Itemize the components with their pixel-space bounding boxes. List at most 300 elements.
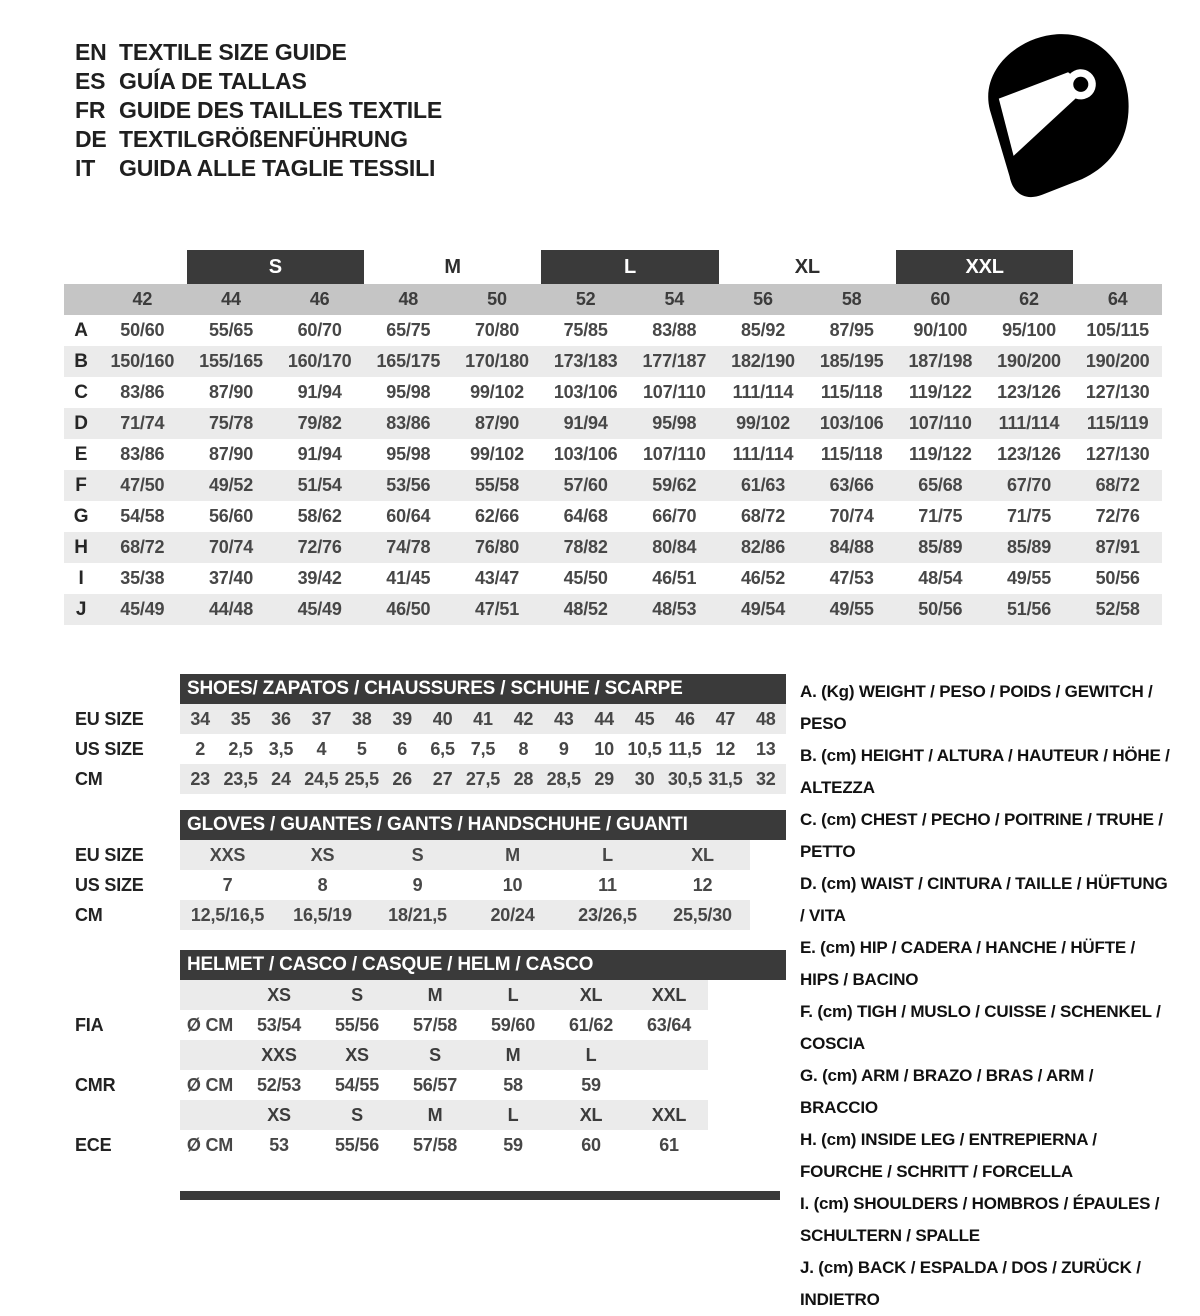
cell-value: 34 [190, 708, 210, 729]
column-size: 44 [221, 289, 241, 309]
cell-value: 44 [594, 708, 614, 729]
size-value: 123/126 [997, 444, 1061, 464]
unit-label: Ø CM [186, 1014, 234, 1035]
size-value: 111/114 [732, 444, 794, 464]
helmet-size-label: M [505, 1044, 521, 1065]
cell-value: 23/26,5 [578, 904, 637, 925]
size-value: 44/48 [208, 599, 254, 619]
cell-value: 55/56 [334, 1134, 380, 1155]
size-value: 51/56 [1006, 599, 1052, 619]
cell-value: XXS [209, 844, 246, 865]
size-value: 49/55 [1006, 568, 1052, 588]
shoes-table-title: SHOES/ ZAPATOS / CHAUSSURES / SCHUHE / SCARPE [180, 674, 786, 704]
measurement-legend [800, 676, 1170, 1316]
size-value: 127/130 [1085, 444, 1150, 464]
size-value: 99/102 [470, 382, 524, 402]
size-value: 119/122 [908, 444, 972, 464]
cell-value: 7,5 [470, 738, 496, 759]
cell-value: 24,5 [304, 768, 339, 789]
helmet-values-row [64, 1010, 786, 1040]
helmet-size-label: XXL [651, 1104, 687, 1125]
legend-item: E. (cm) HIP / CADERA / HANCHE / HÜFTE / HIPS / BACINO [800, 938, 1136, 989]
standard-label: ECE [75, 1135, 112, 1155]
helmet-size-label: S [429, 1044, 441, 1065]
cell-value: 40 [432, 708, 453, 729]
size-value: 48/52 [563, 599, 608, 619]
cell-value: 63/64 [646, 1014, 692, 1035]
helmet-size-label: XS [267, 984, 291, 1005]
measurement-row [64, 594, 1162, 625]
cell-value: 42 [513, 708, 534, 729]
size-value: 155/165 [199, 351, 263, 371]
size-value: 70/74 [208, 537, 254, 557]
size-value: 49/54 [740, 599, 786, 619]
size-value: 80/84 [652, 537, 697, 557]
size-value: 66/70 [652, 506, 697, 526]
helmet-size-label: XL [579, 1104, 603, 1125]
cell-value: 30,5 [667, 768, 703, 789]
size-value: 71/75 [918, 506, 963, 526]
size-value: 49/55 [829, 599, 874, 619]
cell-value: 48 [755, 708, 776, 729]
size-value: 70/80 [474, 320, 520, 340]
column-size: 60 [930, 289, 951, 309]
row-values [180, 1100, 708, 1130]
size-group-header [64, 250, 1162, 284]
row-values [180, 900, 750, 930]
size-value: 182/190 [731, 351, 795, 371]
size-value: 91/94 [563, 413, 608, 433]
sub-table-row [64, 704, 786, 734]
helmet-size-table [64, 950, 786, 1160]
cell-value: 9 [558, 738, 569, 759]
legend-item: D. (cm) WAIST / CINTURA / TAILLE / HÜFTUNG / VITA [800, 874, 1168, 925]
helmet-size-label: M [427, 984, 443, 1005]
shoes-rows [64, 704, 786, 794]
numeric-size-header [64, 284, 1162, 315]
cell-value: 61/62 [568, 1014, 614, 1035]
size-value: 115/119 [1086, 413, 1149, 433]
size-value: 170/180 [465, 351, 529, 371]
measurement-row [64, 563, 1162, 594]
legend-item: A. (Kg) WEIGHT / PESO / POIDS / GEWITCH / PESO [800, 682, 1153, 733]
size-value: 60/64 [386, 506, 431, 526]
size-value: 68/72 [1095, 475, 1140, 495]
size-value: 160/170 [287, 351, 352, 371]
size-value: 84/88 [829, 537, 874, 557]
size-value: 48/54 [918, 568, 963, 588]
cell-value: 5 [356, 738, 367, 759]
cell-value: 8 [317, 874, 328, 895]
size-value: 63/66 [829, 475, 874, 495]
cell-value: 20/24 [490, 904, 535, 925]
measurement-row [64, 439, 1162, 470]
row-letter: I [78, 567, 84, 589]
size-value: 60/70 [297, 320, 342, 340]
gloves-table-title: GLOVES / GUANTES / GANTS / HANDSCHUHE / GUANTI [180, 810, 786, 840]
size-value: 46/52 [740, 568, 786, 588]
cell-value: 37 [311, 708, 332, 729]
cell-value: 4 [316, 738, 327, 759]
size-value: 74/78 [386, 537, 431, 557]
cell-value: 28 [513, 768, 534, 789]
helmet-sizes-row [64, 1100, 786, 1130]
cell-value: 52/53 [256, 1074, 302, 1095]
cell-value: 25,5/30 [673, 904, 732, 925]
size-value: 173/183 [553, 351, 618, 371]
row-letter: D [74, 412, 88, 434]
size-value: 82/86 [740, 537, 786, 557]
size-value: 87/90 [474, 413, 520, 433]
language-row [75, 67, 442, 96]
size-value: 165/175 [376, 351, 441, 371]
size-value: 105/115 [1086, 320, 1149, 340]
cell-value: 18/21,5 [388, 904, 447, 925]
helmet-values-row [64, 1130, 786, 1160]
row-label: EU SIZE [75, 845, 144, 865]
legend-item: F. (cm) TIGH / MUSLO / CUISSE / SCHENKEL / COSCIA [800, 1002, 1161, 1053]
legend-item: C. (cm) CHEST / PECHO / POITRINE / TRUHE / PETTO [800, 810, 1163, 861]
size-value: 111/114 [732, 382, 794, 402]
cell-value: 38 [351, 708, 372, 729]
cell-value: 47 [715, 708, 736, 729]
sub-table-row [64, 734, 786, 764]
size-value: 72/76 [1095, 506, 1140, 526]
size-value: 43/47 [474, 568, 520, 588]
size-value: 47/51 [474, 599, 520, 619]
size-value: 107/110 [908, 413, 972, 433]
size-value: 75/78 [208, 413, 254, 433]
measurement-row [64, 501, 1162, 532]
cell-value: 56/57 [412, 1074, 458, 1095]
cell-value: 12 [692, 874, 713, 895]
size-value: 55/65 [208, 320, 254, 340]
language-title: TEXTILE SIZE GUIDE [119, 39, 347, 65]
cell-value: 39 [392, 708, 412, 729]
cell-value: 25,5 [344, 768, 379, 789]
size-value: 85/92 [740, 320, 786, 340]
measurement-row [64, 408, 1162, 439]
cell-value: 43 [553, 708, 574, 729]
helmet-size-label: L [585, 1044, 597, 1065]
language-title: TEXTILGRÖßENFÜHRUNG [119, 126, 408, 152]
size-value: 123/126 [997, 382, 1061, 402]
helmet-size-label: XXS [261, 1044, 297, 1065]
size-value: 45/50 [563, 568, 608, 588]
cell-value: 10,5 [627, 738, 662, 759]
size-value: 78/82 [563, 537, 608, 557]
measurement-row [64, 346, 1162, 377]
row-label: US SIZE [75, 739, 144, 759]
size-value: 107/110 [642, 444, 706, 464]
cell-value: 23,5 [223, 768, 258, 789]
size-value: 185/195 [819, 351, 884, 371]
row-label: CM [75, 905, 103, 925]
legend-item: G. (cm) ARM / BRAZO / BRAS / ARM / BRACCIO [800, 1066, 1094, 1117]
language-title: GUIDA ALLE TAGLIE TESSILI [119, 155, 436, 181]
size-value: 91/94 [297, 444, 342, 464]
size-value: 83/86 [386, 413, 431, 433]
size-value: 47/53 [829, 568, 874, 588]
row-values [180, 1040, 708, 1070]
legend-item: I. (cm) SHOULDERS / HOMBROS / ÉPAULES / SCHULTERN / SPALLE [800, 1194, 1160, 1245]
helmet-sizes-row [64, 1040, 786, 1070]
cell-value: 27,5 [465, 768, 501, 789]
cell-value: XL [691, 844, 714, 865]
unit-label: Ø CM [186, 1134, 234, 1155]
language-title: GUIDE DES TAILLES TEXTILE [119, 97, 442, 123]
cell-value: 55/56 [334, 1014, 380, 1035]
size-value: 37/40 [208, 568, 254, 588]
legend-item: B. (cm) HEIGHT / ALTURA / HAUTEUR / HÖHE / ALTEZZA [800, 746, 1170, 797]
cell-value: 11 [598, 874, 617, 895]
size-value: 127/130 [1085, 382, 1150, 402]
language-code: EN [75, 39, 107, 65]
measurement-row [64, 470, 1162, 501]
row-label: EU SIZE [75, 709, 144, 729]
size-value: 51/54 [297, 475, 342, 495]
size-value: 103/106 [553, 382, 618, 402]
size-group-l: L [541, 250, 718, 284]
helmet-size-label: XS [345, 1044, 369, 1065]
cell-value: 9 [412, 874, 423, 895]
row-letter: F [75, 474, 87, 496]
language-code: DE [75, 126, 107, 152]
size-value: 67/70 [1006, 475, 1052, 495]
cell-value: 11,5 [668, 738, 702, 759]
size-value: 35/38 [120, 568, 165, 588]
size-value: 45/49 [120, 599, 165, 619]
row-values [180, 1010, 708, 1040]
size-value: 64/68 [563, 506, 608, 526]
measurement-row [64, 377, 1162, 408]
size-value: 187/198 [908, 351, 973, 371]
cell-value: 30 [634, 768, 655, 789]
size-group-xxl: XXL [896, 250, 1073, 284]
cell-value: 57/58 [412, 1014, 458, 1035]
cell-value: 29 [594, 768, 614, 789]
size-group-xl: XL [794, 256, 820, 278]
cell-value: M [505, 844, 520, 865]
cell-value: 61 [659, 1134, 679, 1155]
cutoff-section-bar [180, 1191, 780, 1200]
cell-value: 12,5/16,5 [190, 904, 265, 925]
cell-value: 24 [271, 768, 291, 789]
size-value: 76/80 [474, 537, 520, 557]
cell-value: 53 [269, 1134, 289, 1155]
column-size: 62 [1019, 289, 1039, 309]
size-value: 46/51 [652, 568, 697, 588]
row-values [180, 734, 786, 764]
helmet-values-row [64, 1070, 786, 1100]
helmet-size-label: XS [267, 1104, 291, 1125]
racing-helmet-icon [972, 28, 1142, 200]
gloves-size-table [64, 810, 786, 930]
helmet-size-label: L [507, 984, 519, 1005]
standard-label: CMR [75, 1075, 116, 1095]
size-value: 90/100 [913, 320, 968, 340]
size-value: 72/76 [297, 537, 342, 557]
legend-item: H. (cm) INSIDE LEG / ENTREPIERNA / FOURCHE / SCHRITT / FORCELLA [800, 1130, 1097, 1181]
row-values [180, 704, 786, 734]
column-size: 58 [841, 289, 862, 309]
language-code: IT [75, 155, 96, 181]
size-value: 45/49 [297, 599, 342, 619]
size-value: 83/86 [120, 444, 165, 464]
size-value: 52/58 [1095, 599, 1140, 619]
size-value: 54/58 [120, 506, 165, 526]
size-value: 48/53 [652, 599, 697, 619]
cell-value: 54/55 [334, 1074, 380, 1095]
language-code: FR [75, 97, 106, 123]
cell-value: 32 [755, 768, 776, 789]
cell-value: 3,5 [268, 738, 294, 759]
column-size: 48 [398, 289, 419, 309]
cell-value: 53/54 [256, 1014, 302, 1035]
cell-value: 57/58 [412, 1134, 458, 1155]
column-size: 42 [132, 289, 153, 309]
sub-table-row [64, 870, 786, 900]
measurement-row [64, 532, 1162, 563]
cell-value: 45 [634, 708, 655, 729]
size-value: 190/200 [997, 351, 1061, 371]
row-letter: J [75, 598, 87, 620]
column-size: 56 [753, 289, 773, 309]
cell-value: 58 [503, 1074, 523, 1095]
cell-value: 10 [594, 738, 614, 759]
size-value: 65/68 [918, 475, 963, 495]
row-label: CM [75, 769, 103, 789]
language-title-list [75, 38, 442, 183]
column-size: 52 [575, 289, 596, 309]
column-size: 64 [1107, 289, 1128, 309]
size-value: 115/118 [820, 382, 883, 402]
helmet-size-label: S [351, 984, 363, 1005]
size-value: 46/50 [386, 599, 431, 619]
size-value: 55/58 [474, 475, 520, 495]
cell-value: 8 [518, 738, 529, 759]
measurement-rows [64, 315, 1162, 625]
size-value: 87/90 [208, 382, 254, 402]
cell-value: 12 [715, 738, 736, 759]
size-value: 99/102 [736, 413, 790, 433]
size-value: 103/106 [819, 413, 884, 433]
language-row [75, 38, 442, 67]
size-value: 50/56 [918, 599, 963, 619]
cell-value: 2,5 [228, 738, 253, 759]
size-value: 68/72 [740, 506, 786, 526]
measurement-row [64, 315, 1162, 346]
cell-value: 59 [503, 1134, 523, 1155]
cell-value: L [602, 844, 613, 865]
size-value: 87/90 [208, 444, 254, 464]
size-group-m: M [444, 256, 461, 278]
row-letter: B [74, 350, 88, 372]
size-value: 41/45 [386, 568, 431, 588]
cell-value: 27 [432, 768, 453, 789]
size-group-s: S [187, 250, 364, 284]
size-value: 95/98 [652, 413, 697, 433]
size-value: 56/60 [208, 506, 254, 526]
size-value: 58/62 [297, 506, 342, 526]
size-value: 53/56 [386, 475, 431, 495]
size-value: 71/75 [1006, 506, 1052, 526]
cell-value: S [411, 844, 424, 865]
size-value: 103/106 [553, 444, 618, 464]
size-value: 65/75 [386, 320, 431, 340]
cell-value: 2 [195, 738, 206, 759]
sub-table-row [64, 840, 786, 870]
cell-value: 41 [473, 708, 493, 729]
size-value: 50/60 [120, 320, 165, 340]
helmet-size-label: L [507, 1104, 519, 1125]
size-value: 71/74 [120, 413, 165, 433]
row-values [180, 764, 786, 794]
helmet-size-label: XXL [651, 984, 687, 1005]
cell-value: 6,5 [430, 738, 455, 759]
cell-value: 23 [190, 768, 210, 789]
row-label: US SIZE [75, 875, 144, 895]
size-value: 91/94 [297, 382, 342, 402]
size-value: 85/89 [918, 537, 963, 557]
size-value: 59/62 [652, 475, 697, 495]
size-value: 50/56 [1095, 568, 1140, 588]
size-value: 85/89 [1006, 537, 1052, 557]
size-value: 75/85 [563, 320, 608, 340]
size-value: 87/91 [1095, 537, 1140, 557]
helmet-size-label: M [427, 1104, 443, 1125]
size-value: 99/102 [470, 444, 524, 464]
column-size: 46 [309, 289, 330, 309]
size-value: 95/98 [386, 444, 431, 464]
helmet-size-label: XL [579, 984, 603, 1005]
helmet-rows [64, 980, 786, 1160]
cell-value: 13 [755, 738, 776, 759]
cell-value: 16,5/19 [293, 904, 352, 925]
sub-table-row [64, 764, 786, 794]
size-value: 83/88 [652, 320, 697, 340]
cell-value: 59 [581, 1074, 601, 1095]
row-values [180, 980, 708, 1010]
size-value: 115/118 [820, 444, 883, 464]
size-value: 79/82 [297, 413, 342, 433]
size-value: 95/100 [1002, 320, 1056, 340]
cell-value: 36 [271, 708, 291, 729]
helmet-table-title: HELMET / CASCO / CASQUE / HELM / CASCO [180, 950, 786, 980]
size-value: 61/63 [740, 475, 786, 495]
cell-value: 6 [397, 738, 408, 759]
size-value: 70/74 [829, 506, 874, 526]
size-value: 177/187 [642, 351, 707, 371]
language-code: ES [75, 68, 106, 94]
cell-value: 60 [581, 1134, 601, 1155]
cell-value: XS [310, 844, 335, 865]
size-value: 62/66 [474, 506, 520, 526]
row-values [180, 870, 750, 900]
language-row [75, 96, 442, 125]
shoes-size-table [64, 674, 786, 794]
size-value: 190/200 [1085, 351, 1150, 371]
cell-value: 10 [502, 874, 523, 895]
row-letter: H [74, 536, 88, 558]
size-value: 95/98 [386, 382, 431, 402]
size-value: 83/86 [120, 382, 165, 402]
cell-value: 26 [392, 768, 412, 789]
helmet-size-label: S [351, 1104, 363, 1125]
cell-value: 35 [230, 708, 251, 729]
size-value: 49/52 [208, 475, 254, 495]
cell-value: 46 [675, 708, 695, 729]
